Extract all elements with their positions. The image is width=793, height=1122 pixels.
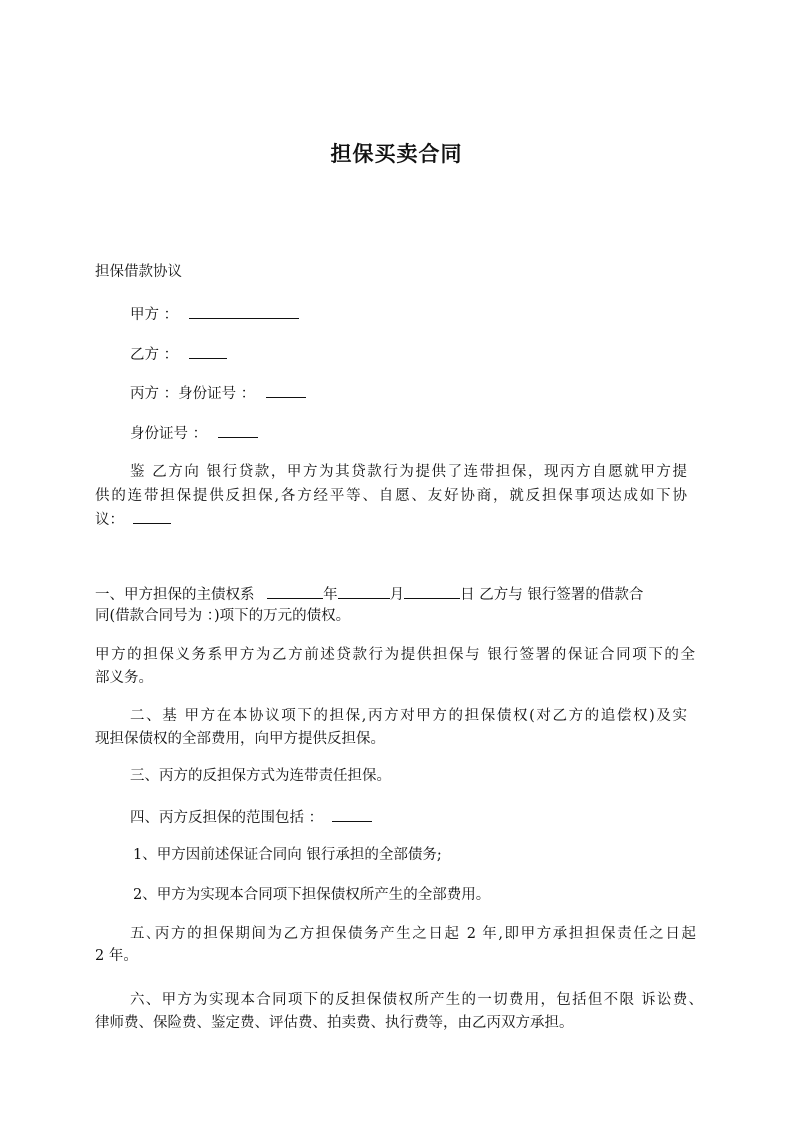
id-number-blank <box>218 422 258 438</box>
day-blank <box>404 583 460 599</box>
clause-1b-line-1: 甲方的担保义务系甲方为乙方前述贷款行为提供担保与 银行签署的保证合同项下的全 <box>95 647 695 663</box>
clause-2-line-2: 现担保债权的全部费用，向甲方提供反担保。 <box>95 731 385 747</box>
clause-4-line <box>130 806 372 828</box>
clause-2-line-1: 二、基 甲方在本协议项下的担保,丙方对甲方的担保债权(对乙方的追偿权)及实 <box>130 708 687 724</box>
clause-1b-line-2: 部义务。 <box>95 670 153 686</box>
clause-4-item-2: 2、甲方为实现本合同项下担保债权所产生的全部费用。 <box>133 887 491 903</box>
clause-5-line-1: 五､丙方的担保期间为乙方担保债务产生之日起 2 年,即甲方承担担保责任之日起 <box>130 926 696 942</box>
party-b-blank <box>189 343 227 359</box>
party-b-label: 乙方 ： <box>130 347 179 363</box>
document-title: 担保买卖合同 <box>330 142 463 166</box>
year-label: 年 <box>323 587 338 603</box>
preamble-end-label: 议： <box>95 512 124 528</box>
month-blank <box>338 583 390 599</box>
preamble-line-3 <box>95 508 171 530</box>
clause-6-line-2: 律师费、保险费、鉴定费、评估费、拍卖费、执行费等，由乙丙双方承担。 <box>95 1015 574 1031</box>
preamble-blank <box>133 508 171 524</box>
party-c-id-blank <box>266 382 306 398</box>
month-label: 月 <box>389 587 405 603</box>
clause-1-line-2: 同(借款合同号为 ：)项下的万元的债权。 <box>95 608 351 624</box>
party-a-line <box>130 303 299 325</box>
party-c-label: 丙方 ：身份证号 ： <box>130 386 256 402</box>
clause-4-text: 四、丙方反担保的范围包括 ： <box>130 810 324 826</box>
party-b-line <box>130 343 227 365</box>
clause-1-text-a: 一、甲方担保的主债权系 <box>95 587 255 603</box>
preamble-line-2: 供的连带担保提供反担保,各方经平等、自愿、友好协商，就反担保事项达成如下协 <box>95 488 687 504</box>
id-number-label: 身份证号 ： <box>130 426 208 442</box>
clause-4-item-1: 1、甲方因前述保证合同向 银行承担的全部债务; <box>133 847 442 863</box>
id-number-line <box>130 422 258 444</box>
agreement-subtitle: 担保借款协议 <box>95 264 182 280</box>
clause-6-line-1: 六、甲方为实现本合同项下的反担保债权所产生的一切费用，包括但不限 诉讼费、 <box>130 992 703 1008</box>
clause-4-blank <box>332 806 372 822</box>
clause-3: 三、丙方的反担保方式为连带责任担保。 <box>130 768 391 784</box>
party-a-blank <box>189 303 299 319</box>
party-c-line <box>130 382 306 404</box>
preamble-line-1: 鉴 乙方向 银行贷款，甲方为其贷款行为提供了连带担保，现丙方自愿就甲方提 <box>130 464 687 480</box>
day-label: 日 乙方与 银行签署的借款合 <box>460 587 644 603</box>
party-a-label: 甲方 ： <box>130 307 179 323</box>
year-blank <box>267 583 323 599</box>
clause-1-line-1 <box>95 583 643 605</box>
clause-5-line-2: 2 年。 <box>95 948 138 964</box>
